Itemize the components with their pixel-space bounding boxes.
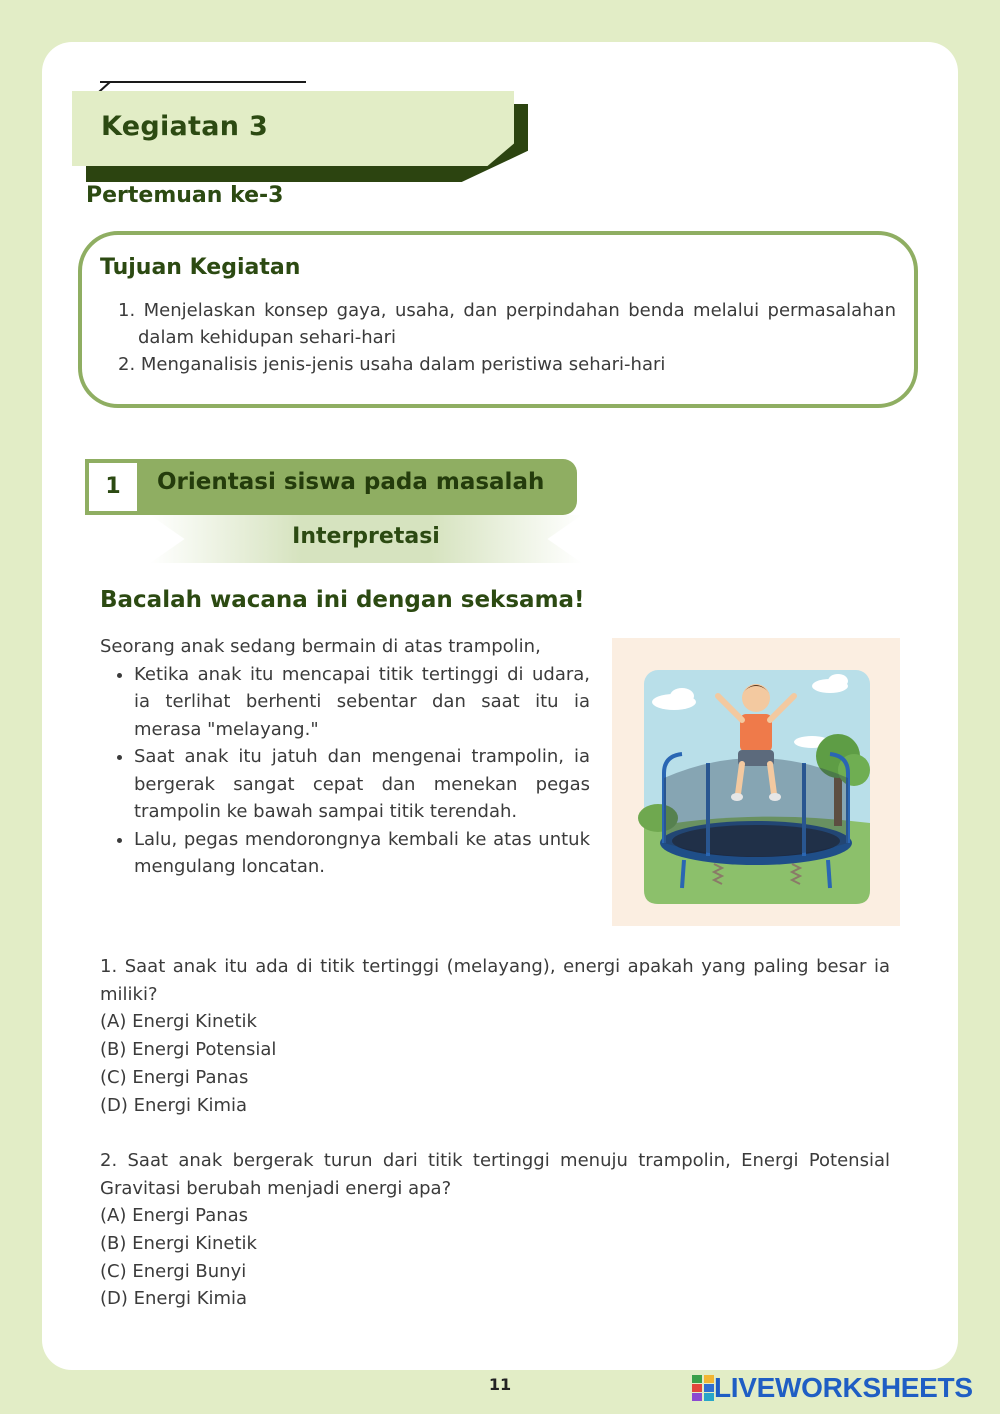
question-text: 2. Saat anak bergerak turun dari titik tertinggi menuju trampolin, Energi Potensial Gravitasi berubah menjadi energi apa? xyxy=(100,1149,890,1199)
trampoline-picture xyxy=(612,638,900,926)
passage-bullet: • Ketika anak itu mencapai titik tertinggi di udara, ia terlihat berhenti sebentar dan saat itu ia merasa "melayang." xyxy=(134,661,590,744)
answer-option[interactable]: (A) Energi Kinetik xyxy=(100,1011,257,1033)
goals-title: Tujuan Kegiatan xyxy=(100,255,301,280)
meeting-subtitle: Pertemuan ke-3 xyxy=(86,183,284,208)
brand-name: LIVEWORKSHEETS xyxy=(714,1372,973,1403)
step-title: Orientasi siswa pada masalah xyxy=(157,469,545,495)
liveworksheets-icon xyxy=(692,1375,714,1401)
question-text: 1. Saat anak itu ada di titik tertinggi (melayang), energi apakah yang paling besar ia miliki? xyxy=(100,956,890,1005)
interpretation-label: Interpretasi xyxy=(292,524,440,549)
answer-option[interactable]: (A) Energi Panas xyxy=(100,1205,249,1227)
step-number: 1 xyxy=(105,474,121,499)
answer-option[interactable]: (D) Energi Kimia xyxy=(100,1288,248,1310)
title-decoration-line xyxy=(100,81,306,83)
trampoline-illustration xyxy=(612,638,900,926)
answer-option[interactable]: (B) Energi Potensial xyxy=(100,1039,277,1061)
liveworksheets-logo[interactable] xyxy=(692,1373,973,1403)
reading-passage xyxy=(100,633,590,881)
answer-option[interactable]: (C) Energi Bunyi xyxy=(100,1260,247,1282)
passage-bullet: • Lalu, pegas mendorongnya kembali ke atas untuk mengulang loncatan. xyxy=(134,826,590,881)
page-number: 11 xyxy=(488,1375,512,1394)
answer-option[interactable]: (C) Energi Panas xyxy=(100,1066,249,1088)
page-title: Kegiatan 3 xyxy=(101,111,269,142)
spacer xyxy=(100,1119,890,1147)
passage-intro: Seorang anak sedang bermain di atas trampolin, xyxy=(100,636,541,657)
questions xyxy=(100,953,890,1313)
passage-bullet: • Saat anak itu jatuh dan mengenai trampolin, ia bergerak sangat cepat dan menekan pegas trampolin ke bawah sampai titik terendah. xyxy=(134,743,590,826)
goal-item: 2. Menganalisis jenis-jenis usaha dalam peristiwa sehari-hari xyxy=(118,354,666,375)
passage-bullets xyxy=(100,661,590,881)
goals-list xyxy=(118,297,896,378)
reading-heading: Bacalah wacana ini dengan seksama! xyxy=(100,587,585,613)
goal-item: 1. Menjelaskan konsep gaya, usaha, dan perpindahan benda melalui permasalahan dalam kehidupan sehari-hari xyxy=(118,300,896,348)
answer-option[interactable]: (B) Energi Kinetik xyxy=(100,1233,257,1255)
answer-option[interactable]: (D) Energi Kimia xyxy=(100,1094,248,1116)
